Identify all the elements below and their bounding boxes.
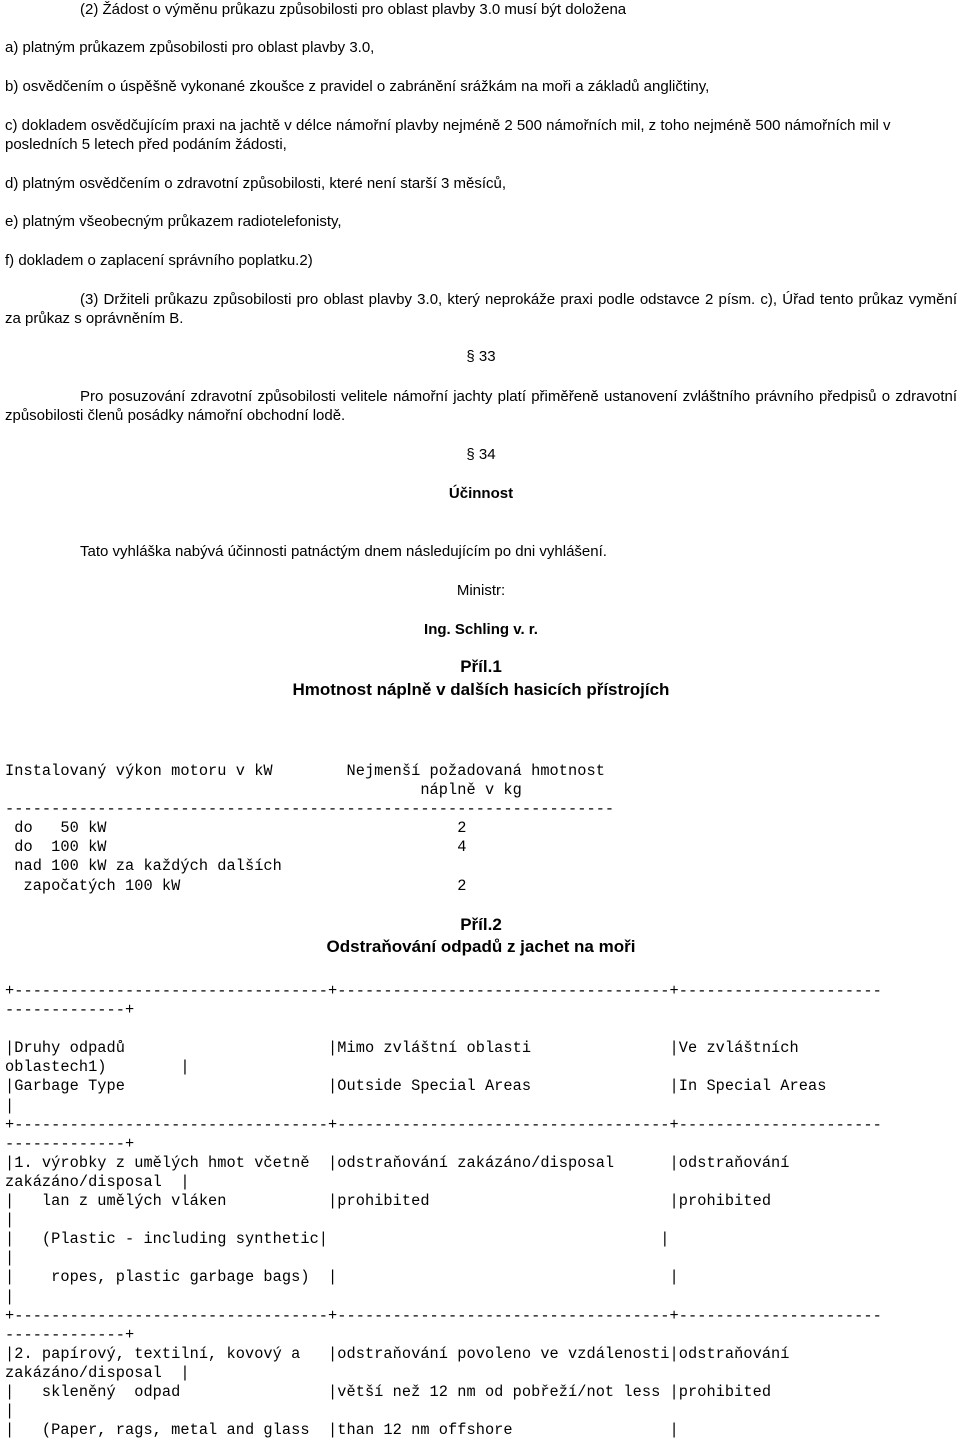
table-line: +----------------------------------+------------------------------------+---------------------- (5, 1115, 882, 1134)
annex-2-label: Příl.2 (460, 915, 502, 934)
table-line: | (5, 1402, 15, 1421)
table-line: náplně v kg (5, 781, 522, 800)
paragraph-2-intro: (2) Žádost o výměnu průkazu způsobilosti pro oblast plavby 3.0 musí být doložena (80, 1, 627, 18)
section-34-heading: § 34 (466, 446, 496, 463)
list-item-c: c) dokladem osvědčujícím praxi na jachtě v délce námořní plavby nejméně 2 500 námořních mil, z toho nejméně 500 námořních mil v posledních 5 letech před podáním žádosti, (5, 117, 891, 153)
table-line: nad 100 kW za každých dalších (5, 857, 282, 876)
paragraph-3: (3) Držiteli průkazu způsobilosti pro oblast plavby 3.0, který neprokáže praxi podle odstavce 2 písm. c), Úřad tento průkaz vymění za průkaz s oprávněním B. (5, 291, 957, 327)
minister-name: Ing. Schling v. r. (424, 621, 538, 638)
table-line: do 100 kW 4 (5, 838, 467, 857)
section-33-text: Pro posuzování zdravotní způsobilosti velitele námořní jachty platí přiměřeně ustanovení zvláštního právního předpisů o zdravotní způsobilosti členů posádky námořní obchodní lodě. (5, 388, 957, 424)
table-line: | lan z umělých vláken |prohibited |prohibited (5, 1192, 772, 1211)
table-line: | (5, 1211, 15, 1230)
table-line: |Druhy odpadů |Mimo zvláštní oblasti |Ve zvláštních (5, 1039, 799, 1058)
annex-2-table (5, 982, 882, 1440)
section-34-title: Účinnost (448, 485, 514, 502)
table-line: -------------+ (5, 1134, 135, 1153)
table-line: |1. výrobky z umělých hmot včetně |odstraňování zakázáno/disposal |odstraňování (5, 1153, 790, 1172)
table-line: | (5, 1287, 15, 1306)
table-line: |2. papírový, textilní, kovový a |odstraňování povoleno ve vzdálenosti|odstraňování (5, 1344, 790, 1363)
table-line: oblastech1) | (5, 1058, 190, 1077)
annex-1-table (5, 762, 614, 896)
annex-2-title: Odstraňování odpadů z jachet na moři (326, 937, 636, 956)
table-line: | skleněný odpad |větší než 12 nm od pobřeží/not less |prohibited (5, 1382, 772, 1401)
table-line: započatých 100 kW 2 (5, 876, 467, 895)
table-line: do 50 kW 2 (5, 819, 467, 838)
table-line: zakázáno/disposal | (5, 1363, 190, 1382)
list-item-d: d) platným osvědčením o zdravotní způsobilosti, které není starší 3 měsíců, (5, 175, 507, 192)
list-item-e: e) platným všeobecným průkazem radiotelefonisty, (5, 213, 342, 230)
table-line: -------------+ (5, 1001, 135, 1020)
table-line: | (Paper, rags, metal and glass |than 12 nm offshore | (5, 1421, 679, 1440)
list-item-b: b) osvědčením o úspěšně vykonané zkoušce z pravidel o zabránění srážkám na moři a základů angličtiny, (5, 78, 710, 95)
minister-label: Ministr: (456, 582, 506, 599)
table-line: | (5, 1096, 15, 1115)
list-item-a: a) platným průkazem způsobilosti pro oblast plavby 3.0, (5, 39, 375, 56)
table-line: Instalovaný výkon motoru v kW Nejmenší požadovaná hmotnost (5, 762, 605, 780)
table-line: | (5, 1249, 15, 1268)
list-item-f: f) dokladem o zaplacení správního poplatku.2) (5, 252, 313, 269)
table-line: zakázáno/disposal | (5, 1172, 190, 1191)
table-line: |Garbage Type |Outside Special Areas |In Special Areas (5, 1077, 827, 1096)
table-line: +----------------------------------+------------------------------------+---------------------- (5, 982, 882, 1000)
table-line: +----------------------------------+------------------------------------+---------------------- (5, 1306, 882, 1325)
table-line: -------------+ (5, 1325, 135, 1344)
section-33-heading: § 33 (466, 348, 496, 365)
annex-1-title: Hmotnost náplně v dalších hasicích přístrojích (292, 680, 670, 699)
table-line: | (Plastic - including synthetic| | (5, 1230, 670, 1249)
table-line: | ropes, plastic garbage bags) | | (5, 1268, 679, 1287)
table-line: ------------------------------------------------------------------ (5, 800, 615, 819)
annex-1-label: Příl.1 (460, 657, 502, 676)
section-34-text: Tato vyhláška nabývá účinnosti patnáctým dnem následujícím po dni vyhlášení. (80, 543, 607, 560)
